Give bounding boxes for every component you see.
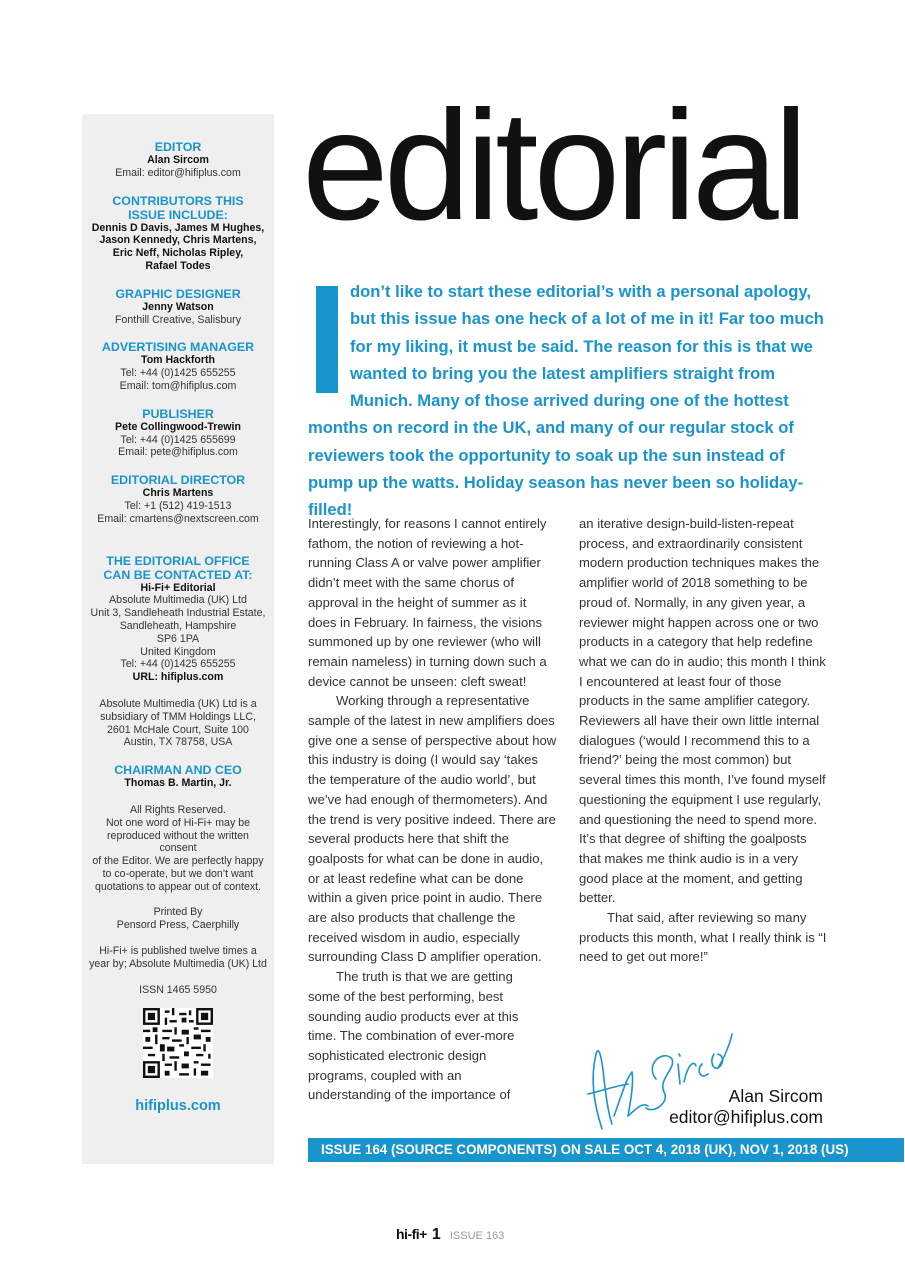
standfirst-text: don’t like to start these editorial’s with a personal apology, but this issue has one heck of a lot of me in it! Far too much for my liking, it must be said. The reason for this is that we wanted to bring you the latest amplifiers straight from Munich. Many of those arrived during one of the hottest months on record in the UK, and many of our regular stock of reviewers took the opportunity to soak up the sun instead of pump up the watts. Holiday season has never been so holiday-filled! xyxy=(308,282,824,520)
office-line: United Kingdom xyxy=(140,645,216,658)
editor-name: Alan Sircom xyxy=(147,154,209,166)
advertising-heading: ADVERTISING MANAGER xyxy=(101,340,255,355)
office-heading: THE EDITORIAL OFFICE xyxy=(106,553,250,568)
contributors-heading: CONTRIBUTORS THIS xyxy=(112,193,244,208)
subsidiary-line: 2601 McHale Court, Suite 100 xyxy=(107,723,249,736)
body-paragraph: The truth is that we are getting some of the best performing, best sounding audio products ever at this time. The combination of ever-more sophisticated electronic design programs, coupled with an understanding of the importance of xyxy=(308,969,519,1103)
published-line: Hi-Fi+ is published twelve times a xyxy=(99,945,257,958)
article-column-2 xyxy=(579,514,829,967)
chairman-heading: CHAIRMAN AND CEO xyxy=(114,763,242,778)
body-paragraph: an iterative design-build-listen-repeat process, and extraordinarily consistent modern production techniques makes the amplifier world of 2018 something to be proud of. Normally, in any given year, a reviewer might happen across one or two products in a category that help redefine what we can do in audio; this month I think I encountered at least four of those products in the same amplifier category. Reviewers all have their own little internal dialogues (‘would I recommend this to a friend?’ being the most common) but several times this month, I’ve found myself questioning the equipment I use regularly, and questioning the need to spend more. It’s that degree of shifting the goalposts that makes me think audio is in a very good place at the moment, and getting better. xyxy=(579,516,826,906)
contributor-line: Jason Kennedy, Chris Martens, xyxy=(99,234,257,247)
editorial-director-email: Email: cmartens@nextscreen.com xyxy=(97,512,259,525)
subsidiary-line: Austin, TX 78758, USA xyxy=(123,736,233,749)
chairman-section xyxy=(88,763,268,790)
signoff-name: Alan Sircom xyxy=(728,1086,823,1106)
designer-detail: Fonthill Creative, Salisbury xyxy=(115,313,241,326)
rights-line: of the Editor. We are perfectly happy xyxy=(92,855,264,868)
issn-section xyxy=(88,984,268,997)
office-line: SP6 1PA xyxy=(156,632,200,645)
editorial-director-tel: Tel: +1 (512) 419-1513 xyxy=(124,499,232,512)
editorial-director-section xyxy=(88,473,268,525)
subsidiary-line: Absolute Multimedia (UK) Ltd is a xyxy=(99,697,257,710)
page-title: editorial xyxy=(302,79,804,253)
masthead-sidebar xyxy=(82,114,274,1164)
designer-heading: GRAPHIC DESIGNER xyxy=(115,286,241,301)
signoff xyxy=(669,1086,823,1128)
contributors-section xyxy=(88,194,268,273)
printed-line: Pensord Press, Caerphilly xyxy=(116,919,240,932)
printed-section xyxy=(88,906,268,932)
rights-line: quotations to appear out of context. xyxy=(94,880,262,893)
editor-section xyxy=(88,140,268,180)
drop-cap-bar xyxy=(316,286,338,393)
issn: ISSN 1465 5950 xyxy=(139,983,217,996)
published-line: year by; Absolute Multimedia (UK) Ltd xyxy=(89,957,267,970)
office-line: Tel: +44 (0)1425 655255 xyxy=(120,658,236,671)
body-paragraph: Interestingly, for reasons I cannot entirely fathom, the notion of reviewing a hot-running Class A or valve power amplifier didn’t meet with the same chorus of approval in the height of summer as it does in February. In fairness, the visions summoned up by one reviewer (who will remain nameless) in turning down such a device cannot be unseen: cleft sweat! xyxy=(308,516,547,689)
subsidiary-section xyxy=(88,698,268,749)
next-issue-banner: ISSUE 164 (SOURCE COMPONENTS) ON SALE OCT 4, 2018 (UK), NOV 1, 2018 (US) xyxy=(308,1138,904,1162)
publisher-heading: PUBLISHER xyxy=(142,406,214,421)
body-paragraph: Working through a representative sample of the latest in new amplifiers does give one a sense of perspective about how this industry is doing (I would say ‘takes the temperature of the audio world’, but we’ve had enough of thermometers). And the trend is very positive indeed. There are several products here that shift the goalposts for what can be done in audio, or at least redefine what can be done within a given price point in audio. There are also products that challenge the received wisdom in audio, especially surrounding Class D amplifier operation. xyxy=(308,693,557,965)
office-heading-2: CAN BE CONTACTED AT: xyxy=(103,567,253,582)
publisher-section xyxy=(88,407,268,459)
designer-section xyxy=(88,287,268,327)
publisher-email: Email: pete@hifiplus.com xyxy=(118,446,238,459)
qr-code-icon xyxy=(139,1008,217,1078)
article-column-1 xyxy=(308,514,558,1105)
page-footer xyxy=(396,1226,504,1244)
advertising-email: Email: tom@hifiplus.com xyxy=(119,379,237,392)
publisher-tel: Tel: +44 (0)1425 655699 xyxy=(120,433,236,446)
contributors-heading-2: ISSUE INCLUDE: xyxy=(128,207,228,222)
designer-name: Jenny Watson xyxy=(142,300,214,313)
editorial-director-name: Chris Martens xyxy=(142,487,214,500)
body-paragraph: That said, after reviewing so many products this month, what I really think is “I need to get out more!” xyxy=(579,910,827,965)
magazine-logo: hi-fi+ xyxy=(396,1226,427,1242)
office-line: Sandleheath, Hampshire xyxy=(119,619,237,632)
editor-email: Email: editor@hifiplus.com xyxy=(115,166,241,179)
office-name: Hi-Fi+ Editorial xyxy=(140,581,216,594)
signoff-email[interactable]: editor@hifiplus.com xyxy=(669,1107,823,1127)
standfirst xyxy=(308,278,826,524)
website-link[interactable]: hifiplus.com xyxy=(135,1098,221,1115)
rights-section xyxy=(88,804,268,894)
office-line: Unit 3, Sandleheath Industrial Estate, xyxy=(90,607,266,620)
page-number: 1 xyxy=(431,1226,441,1243)
rights-line: reproduced without the written consent xyxy=(107,829,249,855)
published-section xyxy=(88,945,268,971)
rights-line: Not one word of Hi-Fi+ may be xyxy=(106,816,250,829)
office-section xyxy=(88,554,268,684)
advertising-section xyxy=(88,340,268,392)
contributor-line: Eric Neff, Nicholas Ripley, xyxy=(112,247,244,260)
rights-line: to co-operate, but we don’t want xyxy=(102,867,254,880)
printed-line: Printed By xyxy=(153,906,203,919)
issue-number: ISSUE 163 xyxy=(449,1230,505,1242)
contributor-line: Dennis D Davis, James M Hughes, xyxy=(91,221,265,234)
office-line: Absolute Multimedia (UK) Ltd xyxy=(109,594,247,607)
chairman-name: Thomas B. Martin, Jr. xyxy=(124,777,232,790)
publisher-name: Pete Collingwood-Trewin xyxy=(115,420,241,433)
editorial-director-heading: EDITORIAL DIRECTOR xyxy=(110,473,246,488)
subsidiary-line: subsidiary of TMM Holdings LLC, xyxy=(100,710,256,723)
editor-heading: EDITOR xyxy=(154,140,202,154)
contributor-line: Rafael Todes xyxy=(145,259,211,272)
advertising-name: Tom Hackforth xyxy=(141,354,215,367)
office-url: URL: hifiplus.com xyxy=(132,671,224,684)
advertising-tel: Tel: +44 (0)1425 655255 xyxy=(120,367,236,380)
rights-line: All Rights Reserved. xyxy=(130,803,226,816)
